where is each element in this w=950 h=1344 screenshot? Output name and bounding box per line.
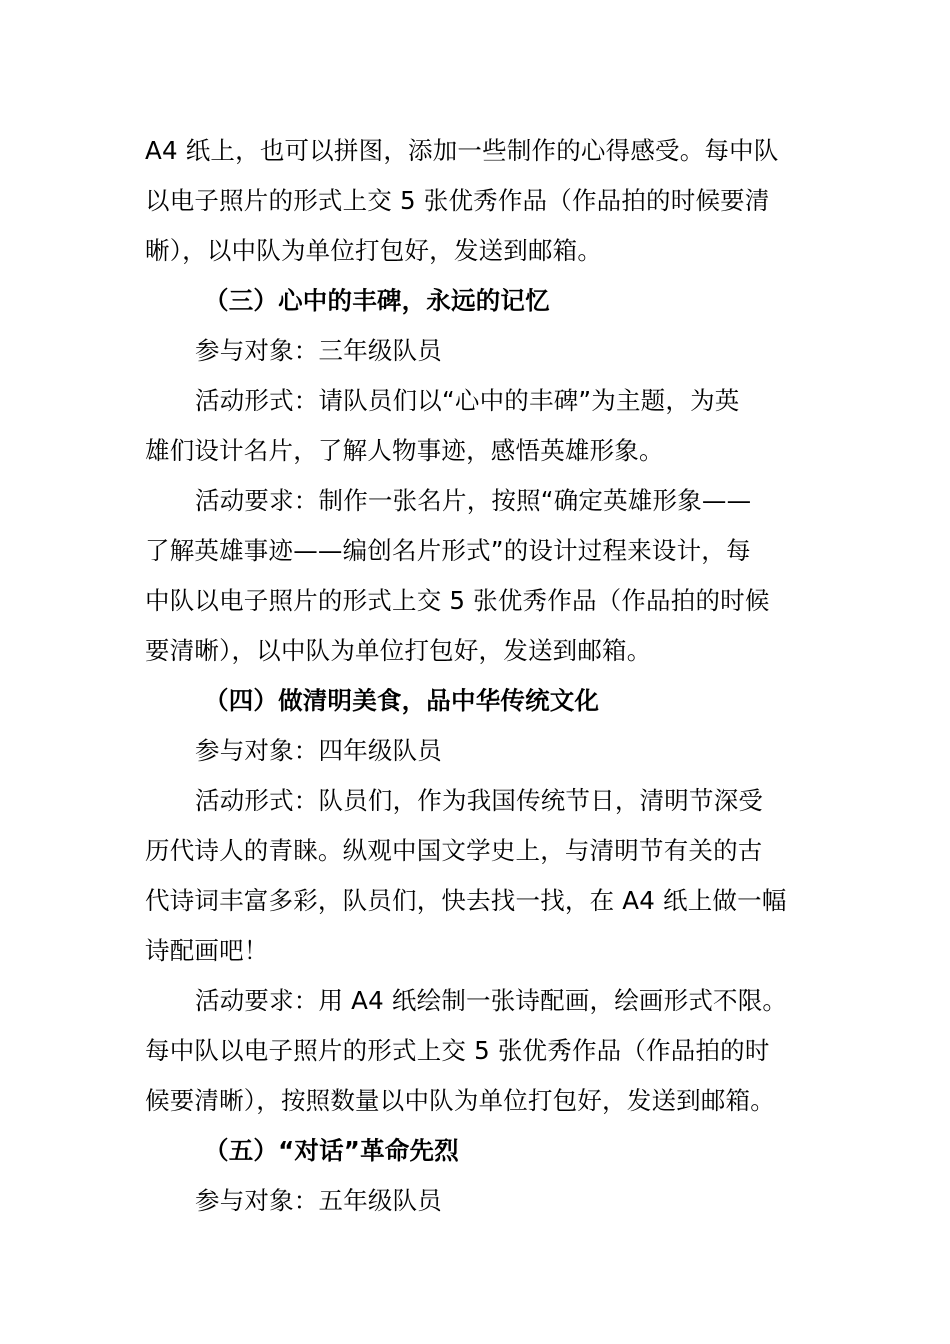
activity-requirement-line: 活动要求：用 A4 纸绘制一张诗配画，绘画形式不限。 <box>195 986 788 1015</box>
body-text-line: 候要清晰），按照数量以中队为单位打包好，发送到邮箱。 <box>145 1086 775 1115</box>
body-text-line: 每中队以电子照片的形式上交 5 张优秀作品（作品拍的时 <box>145 1036 770 1065</box>
body-text-line: 要清晰），以中队为单位打包好，发送到邮箱。 <box>145 636 652 665</box>
body-text-line: 代诗词丰富多彩，队员们，快去找一找，在 A4 纸上做一幅 <box>145 886 787 915</box>
activity-form-line: 活动形式：请队员们以“心中的丰碑”为主题，为英 <box>195 386 740 415</box>
body-text-line: 了解英雄事迹——编创名片形式”的设计过程来设计，每 <box>145 536 751 565</box>
section-heading-5: （五）“对话”革命先烈 <box>204 1136 459 1165</box>
body-text-line: 晰），以中队为单位打包好，发送到邮箱。 <box>145 236 603 265</box>
participants-line: 参与对象：五年级队员 <box>195 1186 442 1215</box>
body-text-line: A4 纸上，也可以拼图，添加一些制作的心得感受。每中队 <box>145 136 779 165</box>
participants-line: 参与对象：四年级队员 <box>195 736 442 765</box>
section-heading-4: （四）做清明美食，品中华传统文化 <box>204 686 600 715</box>
body-text-line: 历代诗人的青睐。纵观中国文学史上，与清明节有关的古 <box>145 836 763 865</box>
participants-line: 参与对象：三年级队员 <box>195 336 442 365</box>
body-text-line: 以电子照片的形式上交 5 张优秀作品（作品拍的时候要清 <box>145 186 770 215</box>
body-text-line: 诗配画吧！ <box>145 936 269 965</box>
activity-requirement-line: 活动要求：制作一张名片，按照“确定英雄形象—— <box>195 486 752 515</box>
body-text-line: 雄们设计名片，了解人物事迹，感悟英雄形象。 <box>145 436 664 465</box>
body-text-line: 中队以电子照片的形式上交 5 张优秀作品（作品拍的时候 <box>145 586 770 615</box>
activity-form-line: 活动形式：队员们，作为我国传统节日，清明节深受 <box>195 786 764 815</box>
section-heading-3: （三）心中的丰碑，永远的记忆 <box>204 286 550 315</box>
